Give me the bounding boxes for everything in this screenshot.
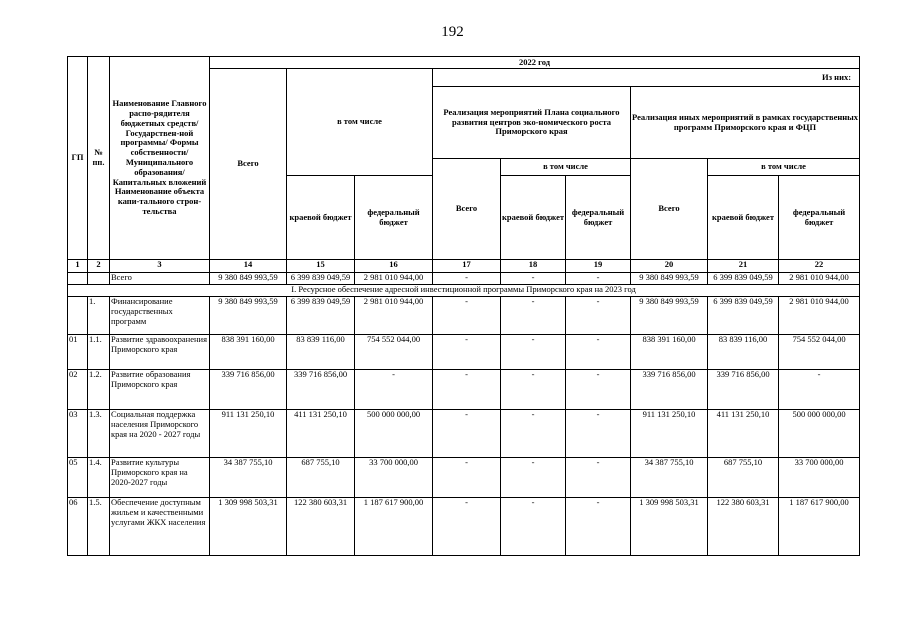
value-cell: 911 131 250,10 (631, 410, 708, 458)
value-cell: 6 399 839 049,59 (708, 297, 779, 335)
row-gp (68, 297, 88, 335)
value-cell: 411 131 250,10 (708, 410, 779, 458)
value-cell: 754 552 044,00 (779, 335, 860, 370)
value-cell: - (501, 498, 566, 556)
value-cell: 9 380 849 993,59 (210, 273, 287, 285)
column-number: 21 (708, 260, 779, 273)
value-cell: - (501, 370, 566, 410)
table-row (68, 498, 860, 556)
column-number: 18 (501, 260, 566, 273)
value-cell: - (501, 297, 566, 335)
value-cell: 339 716 856,00 (708, 370, 779, 410)
header-total: Всего (210, 69, 287, 260)
header-of-which: Из них: (433, 69, 860, 87)
column-number: 17 (433, 260, 501, 273)
value-cell: - (501, 335, 566, 370)
column-number: 14 (210, 260, 287, 273)
value-cell: - (501, 458, 566, 498)
section-title: I. Ресурсное обеспечение адресной инвестиционной программы Приморского края на 2023 год (68, 285, 860, 297)
row-number: 1. (88, 297, 110, 335)
value-cell: 83 839 116,00 (708, 335, 779, 370)
value-cell: - (501, 273, 566, 285)
table-row (68, 370, 860, 410)
value-cell: 339 716 856,00 (210, 370, 287, 410)
value-cell: 83 839 116,00 (287, 335, 355, 370)
section-row (68, 285, 860, 297)
value-cell: 500 000 000,00 (779, 410, 860, 458)
table-row (68, 458, 860, 498)
header-other-block: Реализация иных мероприятий в рамках государственных программ Приморского края и ФЦП (631, 87, 860, 159)
value-cell: - (355, 370, 433, 410)
value-cell: 911 131 250,10 (210, 410, 287, 458)
value-cell: 411 131 250,10 (287, 410, 355, 458)
value-cell: - (501, 410, 566, 458)
value-cell: 1 187 617 900,00 (779, 498, 860, 556)
value-cell: 33 700 000,00 (355, 458, 433, 498)
column-number: 22 (779, 260, 860, 273)
value-cell: - (433, 370, 501, 410)
table-row (68, 297, 860, 335)
header-plan-regional: краевой бюджет (501, 176, 566, 260)
page-number: 192 (441, 24, 464, 40)
row-name: Финансирование государственных программ (110, 297, 210, 335)
value-cell: - (779, 370, 860, 410)
column-number: 20 (631, 260, 708, 273)
column-number: 19 (566, 260, 631, 273)
value-cell: 2 981 010 944,00 (779, 273, 860, 285)
header-federal: федеральный бюджет (355, 176, 433, 260)
value-cell: 122 380 603,31 (708, 498, 779, 556)
value-cell: 1 309 998 503,31 (631, 498, 708, 556)
value-cell: 2 981 010 944,00 (355, 273, 433, 285)
header-plan-total: Всего (433, 159, 501, 260)
table-row (68, 335, 860, 370)
header-other-regional: краевой бюджет (708, 176, 779, 260)
row-name: Развитие здравоохранения Приморского края (110, 335, 210, 370)
value-cell: 122 380 603,31 (287, 498, 355, 556)
value-cell: - (566, 297, 631, 335)
row-gp: 03 (68, 410, 88, 458)
column-number: 15 (287, 260, 355, 273)
value-cell: 6 399 839 049,59 (708, 273, 779, 285)
table-row (68, 410, 860, 458)
value-cell: 2 981 010 944,00 (355, 297, 433, 335)
value-cell: - (433, 297, 501, 335)
value-cell: 34 387 755,10 (210, 458, 287, 498)
header-other-including: в том числе (708, 159, 860, 176)
row-number: 1.5. (88, 498, 110, 556)
value-cell: - (433, 410, 501, 458)
value-cell: 838 391 160,00 (631, 335, 708, 370)
value-cell: 687 755,10 (287, 458, 355, 498)
row-name: Социальная поддержка населения Приморского края на 2020 - 2027 годы (110, 410, 210, 458)
value-cell: 754 552 044,00 (355, 335, 433, 370)
column-number-row (68, 260, 860, 273)
value-cell: - (433, 498, 501, 556)
value-cell: 500 000 000,00 (355, 410, 433, 458)
header-including: в том числе (287, 69, 433, 176)
value-cell: - (433, 335, 501, 370)
value-cell: - (566, 410, 631, 458)
value-cell: 1 309 998 503,31 (210, 498, 287, 556)
value-cell: - (433, 458, 501, 498)
header-other-federal: федеральный бюджет (779, 176, 860, 260)
value-cell: 34 387 755,10 (631, 458, 708, 498)
column-number: 1 (68, 260, 88, 273)
total-label: Всего (110, 273, 210, 285)
header-name: Наименование Главного распо-рядителя бюджетных средств/ Государствен-ной программы/ Формы собственности/Муниципального образования/Капитальных вложений Наименование объекта капи-тального строн-тельства (110, 57, 210, 260)
row-number: 1.1. (88, 335, 110, 370)
value-cell: 339 716 856,00 (631, 370, 708, 410)
value-cell: - (566, 335, 631, 370)
value-cell: 6 399 839 049,59 (287, 297, 355, 335)
value-cell: - (566, 273, 631, 285)
value-cell: - (566, 458, 631, 498)
value-cell: 9 380 849 993,59 (210, 297, 287, 335)
header-year: 2022 год (210, 57, 860, 69)
column-number: 16 (355, 260, 433, 273)
value-cell: - (566, 370, 631, 410)
value-cell: 6 399 839 049,59 (287, 273, 355, 285)
value-cell: 33 700 000,00 (779, 458, 860, 498)
value-cell: 2 981 010 944,00 (779, 297, 860, 335)
row-gp: 02 (68, 370, 88, 410)
total-row (68, 273, 860, 285)
value-cell: 838 391 160,00 (210, 335, 287, 370)
value-cell: - (433, 273, 501, 285)
row-name: Обеспечение доступным жильем и качественными услугами ЖКХ населения (110, 498, 210, 556)
value-cell: - (566, 498, 631, 556)
header-regional: краевой бюджет (287, 176, 355, 260)
value-cell: 9 380 849 993,59 (631, 273, 708, 285)
header-plan-including: в том числе (501, 159, 631, 176)
row-number: 1.4. (88, 458, 110, 498)
header-gp: ГП (68, 57, 88, 260)
row-name: Развитие образования Приморского края (110, 370, 210, 410)
header-other-total: Всего (631, 159, 708, 260)
value-cell: 9 380 849 993,59 (631, 297, 708, 335)
value-cell: 1 187 617 900,00 (355, 498, 433, 556)
row-number: 1.2. (88, 370, 110, 410)
column-number: 2 (88, 260, 110, 273)
investment-table (67, 56, 860, 556)
header-plan-block: Реализация мероприятий Плана социального развития центров эко-номического роста Приморского края (433, 87, 631, 159)
header-no: № пп. (88, 57, 110, 260)
row-number: 1.3. (88, 410, 110, 458)
row-gp: 05 (68, 458, 88, 498)
value-cell: 687 755,10 (708, 458, 779, 498)
header-plan-federal: федеральный бюджет (566, 176, 631, 260)
row-gp: 06 (68, 498, 88, 556)
row-gp: 01 (68, 335, 88, 370)
column-number: 3 (110, 260, 210, 273)
value-cell: 339 716 856,00 (287, 370, 355, 410)
row-name: Развитие культуры Приморского края на 2020-2027 годы (110, 458, 210, 498)
